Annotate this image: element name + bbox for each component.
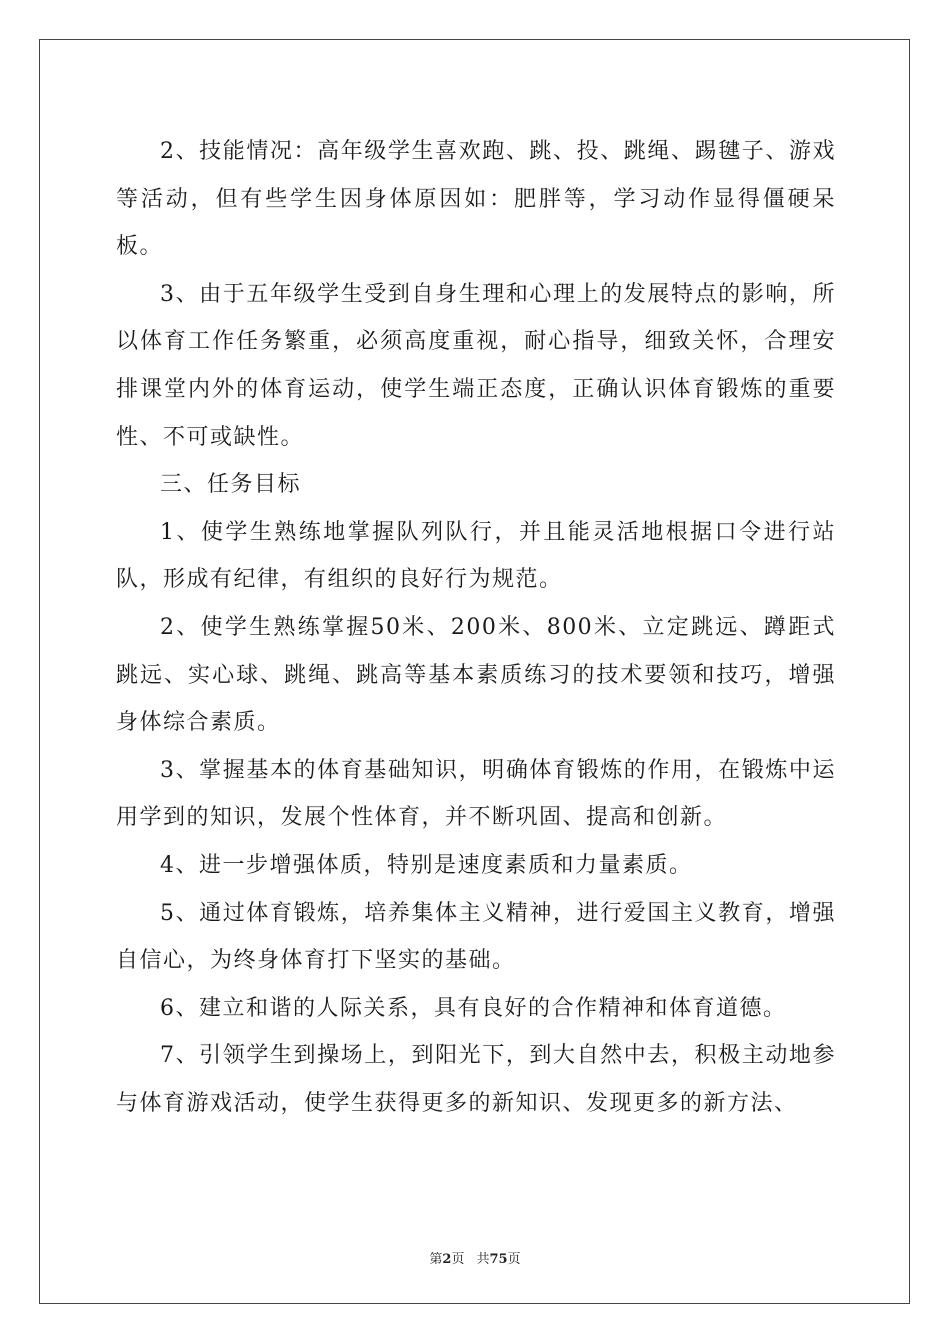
- paragraph-goal-6: 6、建立和谐的人际关系，具有良好的合作精神和体育道德。: [160, 995, 787, 1021]
- page-footer: [0, 1248, 950, 1267]
- section-heading-goals: 三、任务目标: [160, 472, 302, 498]
- paragraph-development: 3、由于五年级学生受到自身生理和心理上的发展特点的影响，所以体育工作任务繁重，必须高度重视，耐心指导，细致关怀，合理安排课堂内外的体育运动，使学生端正态度，正确认识体育锻炼的重要性、不可或缺性。: [116, 281, 836, 450]
- footer-page-suffix: 页: [451, 1252, 465, 1267]
- footer-prefix: 第: [429, 1252, 443, 1267]
- paragraph-skills: 2、技能情况：高年级学生喜欢跑、跳、投、跳绳、踢毽子、游戏等活动，但有些学生因身体原因如：肥胖等，学习动作显得僵硬呆板。: [116, 139, 836, 260]
- document-body: [116, 128, 836, 1127]
- footer-total-pages: 75: [489, 1252, 508, 1267]
- paragraph-goal-1: 1、使学生熟练地掌握队列队行，并且能灵活地根据口令进行站队，形成有纪律，有组织的良好行为规范。: [116, 519, 836, 593]
- paragraph-goal-3: 3、掌握基本的体育基础知识，明确体育锻炼的作用，在锻炼中运用学到的知识，发展个性体育，并不断巩固、提高和创新。: [116, 757, 836, 831]
- footer-page-number: 2: [442, 1252, 452, 1267]
- paragraph-goal-5: 5、通过体育锻炼，培养集体主义精神，进行爱国主义教育，增强自信心，为终身体育打下坚实的基础。: [116, 900, 836, 974]
- paragraph-goal-2: 2、使学生熟练掌握50米、200米、800米、立定跳远、蹲距式跳远、实心球、跳绳、跳高等基本素质练习的技术要领和技巧，增强身体综合素质。: [116, 614, 836, 736]
- paragraph-goal-7: 7、引领学生到操场上，到阳光下，到大自然中去，积极主动地参与体育游戏活动，使学生获得更多的新知识、发现更多的新方法、: [116, 1043, 836, 1116]
- paragraph-goal-4: 4、进一步增强体质，特别是速度素质和力量素质。: [160, 852, 693, 878]
- footer-total-prefix: 共: [476, 1252, 490, 1267]
- footer-total-suffix: 页: [507, 1252, 521, 1267]
